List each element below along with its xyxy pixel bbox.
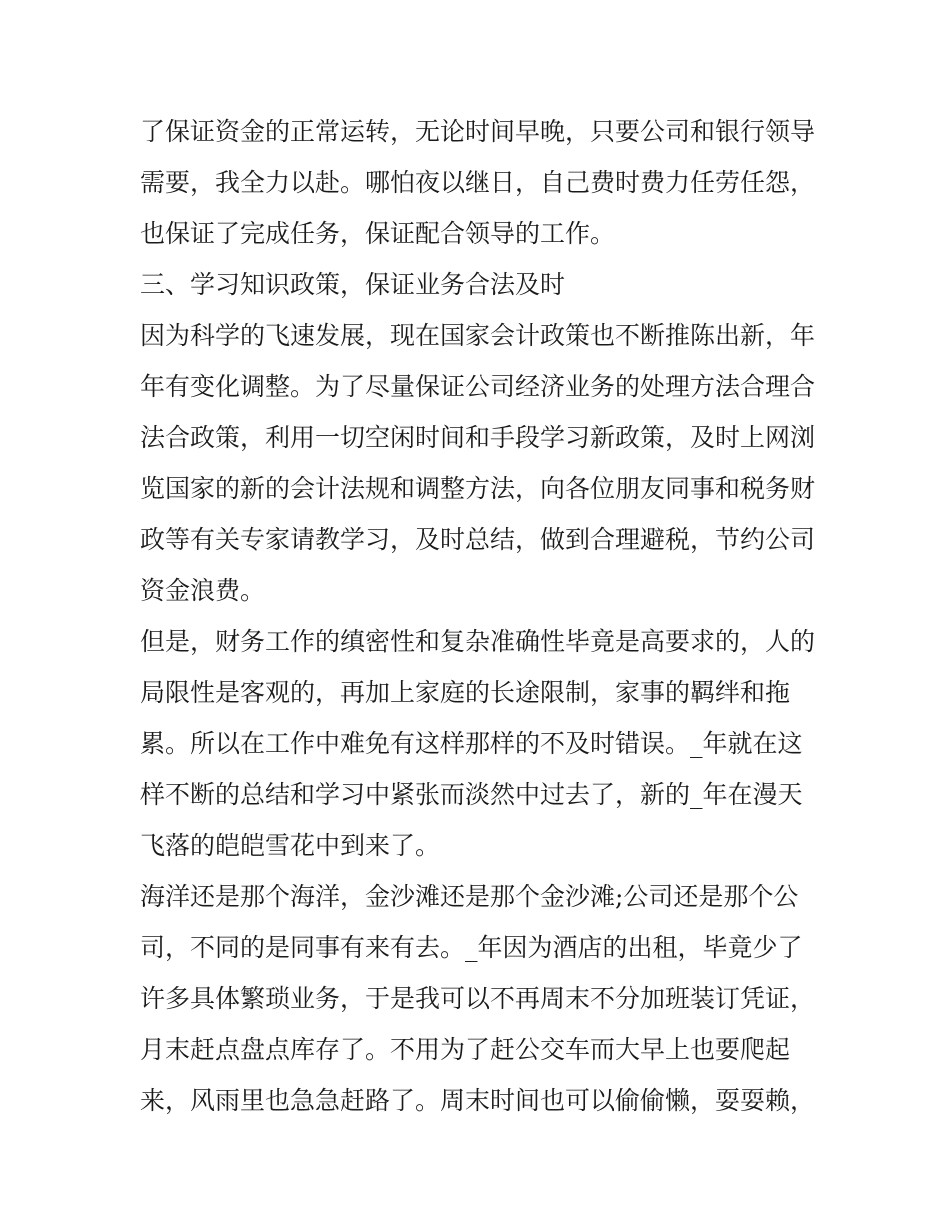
text-line-1: 了保证资金的正常运转，无论时间早晚，只要公司和银行领导 [140,117,816,146]
text-line-9: 政等有关专家请教学习，及时总结，做到合理避税，节约公司 [140,525,816,554]
text-line-7: 法合政策，利用一切空闲时间和手段学习新政策，及时上网浏 [140,423,816,452]
section-heading: 三、学习知识政策，保证业务合法及时 [140,270,566,299]
text-line-14: 样不断的总结和学习中紧张而淡然中过去了，新的_年在漫天 [140,780,803,809]
text-line-8: 览国家的新的会计法规和调整方法，向各位朋友同事和税务财 [140,474,816,503]
text-line-5: 因为科学的飞速发展，现在国家会计政策也不断推陈出新，年 [140,321,816,350]
text-line-12: 局限性是客观的，再加上家庭的长途限制，家事的羁绊和拖 [140,678,791,707]
text-line-13: 累。所以在工作中难免有这样那样的不及时错误。_年就在这 [140,729,803,758]
text-line-15: 飞落的皑皑雪花中到来了。 [140,831,441,860]
text-line-10: 资金浪费。 [140,576,266,605]
text-line-2: 需要，我全力以赴。哪怕夜以继日，自己费时费力任劳任怨， [140,168,816,197]
text-line-17: 司，不同的是同事有来有去。_年因为酒店的出租，毕竟少了 [140,933,803,962]
document-body [140,106,820,1126]
text-line-6: 年有变化调整。为了尽量保证公司经济业务的处理方法合理合 [140,372,816,401]
text-line-19: 月末赶点盘点库存了。不用为了赶公交车而大早上也要爬起 [140,1035,791,1064]
text-line-20: 来，风雨里也急急赶路了。周末时间也可以偷偷懒，耍耍赖， [140,1086,816,1115]
text-line-3: 也保证了完成任务，保证配合领导的工作。 [140,219,616,248]
text-line-18: 许多具体繁琐业务，于是我可以不再周末不分加班装订凭证， [140,984,816,1013]
text-line-16: 海洋还是那个海洋，金沙滩还是那个金沙滩;公司还是那个公 [140,882,799,911]
text-line-11: 但是，财务工作的缜密性和复杂准确性毕竟是高要求的，人的 [140,627,816,656]
